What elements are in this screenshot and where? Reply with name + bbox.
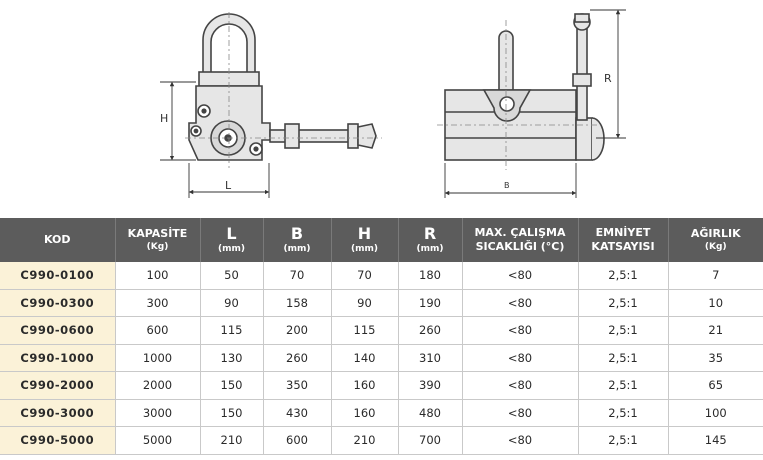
table-row bbox=[0, 262, 763, 289]
cell-b: 158 bbox=[263, 289, 331, 317]
cell-kod: C990-1000 bbox=[0, 344, 115, 372]
cell-safety: 2,5:1 bbox=[578, 289, 668, 317]
cell-h: 160 bbox=[331, 399, 398, 427]
cell-safety: 2,5:1 bbox=[578, 262, 668, 289]
cell-b: 70 bbox=[263, 262, 331, 289]
cell-h: 115 bbox=[331, 317, 398, 345]
technical-drawings bbox=[0, 0, 763, 218]
cell-r: 190 bbox=[398, 289, 462, 317]
column-header-kapasite: KAPASİTE (Kg) bbox=[115, 218, 200, 262]
column-header-kod: KOD bbox=[0, 218, 115, 262]
cell-safety: 2,5:1 bbox=[578, 317, 668, 345]
cell-weight: 145 bbox=[668, 427, 763, 455]
cell-temp: <80 bbox=[462, 344, 578, 372]
cell-weight: 21 bbox=[668, 317, 763, 345]
cell-temp: <80 bbox=[462, 427, 578, 455]
cell-kapasite: 600 bbox=[115, 317, 200, 345]
column-header-weight: AĞIRLIK (Kg) bbox=[668, 218, 763, 262]
cell-l: 130 bbox=[200, 344, 263, 372]
specification-table bbox=[0, 218, 763, 455]
cell-l: 115 bbox=[200, 317, 263, 345]
cell-l: 150 bbox=[200, 372, 263, 400]
side-dimension-r-label: R bbox=[604, 72, 612, 85]
cell-temp: <80 bbox=[462, 372, 578, 400]
technical-drawing-svg bbox=[0, 0, 763, 218]
cell-r: 700 bbox=[398, 427, 462, 455]
table-row bbox=[0, 344, 763, 372]
cell-safety: 2,5:1 bbox=[578, 399, 668, 427]
cell-kod: C990-0600 bbox=[0, 317, 115, 345]
cell-temp: <80 bbox=[462, 289, 578, 317]
cell-h: 140 bbox=[331, 344, 398, 372]
cell-kod: C990-3000 bbox=[0, 399, 115, 427]
front-dimension-h-label: H bbox=[160, 112, 169, 125]
cell-r: 480 bbox=[398, 399, 462, 427]
table-row bbox=[0, 317, 763, 345]
cell-r: 390 bbox=[398, 372, 462, 400]
cell-b: 350 bbox=[263, 372, 331, 400]
side-view-drawing bbox=[445, 14, 604, 160]
cell-weight: 65 bbox=[668, 372, 763, 400]
cell-temp: <80 bbox=[462, 399, 578, 427]
cell-l: 210 bbox=[200, 427, 263, 455]
cell-l: 150 bbox=[200, 399, 263, 427]
cell-b: 200 bbox=[263, 317, 331, 345]
cell-kapasite: 100 bbox=[115, 262, 200, 289]
table-header-row bbox=[0, 218, 763, 262]
side-lifting-eye bbox=[499, 31, 513, 92]
side-lever-housing bbox=[576, 118, 592, 160]
cell-kapasite: 5000 bbox=[115, 427, 200, 455]
table-row bbox=[0, 399, 763, 427]
cell-l: 50 bbox=[200, 262, 263, 289]
column-header-max-temp: MAX. ÇALIŞMA SICAKLIĞI (°C) bbox=[462, 218, 578, 262]
cell-b: 260 bbox=[263, 344, 331, 372]
cell-kapasite: 1000 bbox=[115, 344, 200, 372]
cell-safety: 2,5:1 bbox=[578, 372, 668, 400]
column-header-l: L (mm) bbox=[200, 218, 263, 262]
cell-kapasite: 2000 bbox=[115, 372, 200, 400]
cell-kod: C990-0100 bbox=[0, 262, 115, 289]
cell-temp: <80 bbox=[462, 317, 578, 345]
cell-weight: 35 bbox=[668, 344, 763, 372]
front-handle-shaft bbox=[270, 130, 358, 142]
table-row bbox=[0, 427, 763, 455]
cell-kapasite: 3000 bbox=[115, 399, 200, 427]
cell-r: 310 bbox=[398, 344, 462, 372]
side-dimension-b-label: B bbox=[504, 181, 510, 190]
column-header-b: B (mm) bbox=[263, 218, 331, 262]
cell-kod: C990-2000 bbox=[0, 372, 115, 400]
cell-safety: 2,5:1 bbox=[578, 427, 668, 455]
cell-h: 160 bbox=[331, 372, 398, 400]
column-header-r: R (mm) bbox=[398, 218, 462, 262]
cell-kod: C990-0300 bbox=[0, 289, 115, 317]
table-row bbox=[0, 289, 763, 317]
cell-r: 180 bbox=[398, 262, 462, 289]
cell-weight: 100 bbox=[668, 399, 763, 427]
cell-b: 600 bbox=[263, 427, 331, 455]
front-handle-knob bbox=[358, 124, 376, 148]
cell-h: 70 bbox=[331, 262, 398, 289]
cell-b: 430 bbox=[263, 399, 331, 427]
cell-weight: 10 bbox=[668, 289, 763, 317]
cell-l: 90 bbox=[200, 289, 263, 317]
cell-weight: 7 bbox=[668, 262, 763, 289]
column-header-h: H (mm) bbox=[331, 218, 398, 262]
cell-r: 260 bbox=[398, 317, 462, 345]
table-row bbox=[0, 372, 763, 400]
cell-temp: <80 bbox=[462, 262, 578, 289]
cell-kapasite: 300 bbox=[115, 289, 200, 317]
front-dimension-l-label: L bbox=[225, 179, 232, 192]
cell-safety: 2,5:1 bbox=[578, 344, 668, 372]
cell-kod: C990-5000 bbox=[0, 427, 115, 455]
cell-h: 210 bbox=[331, 427, 398, 455]
cell-h: 90 bbox=[331, 289, 398, 317]
column-header-safety-factor: EMNİYET KATSAYISI bbox=[578, 218, 668, 262]
